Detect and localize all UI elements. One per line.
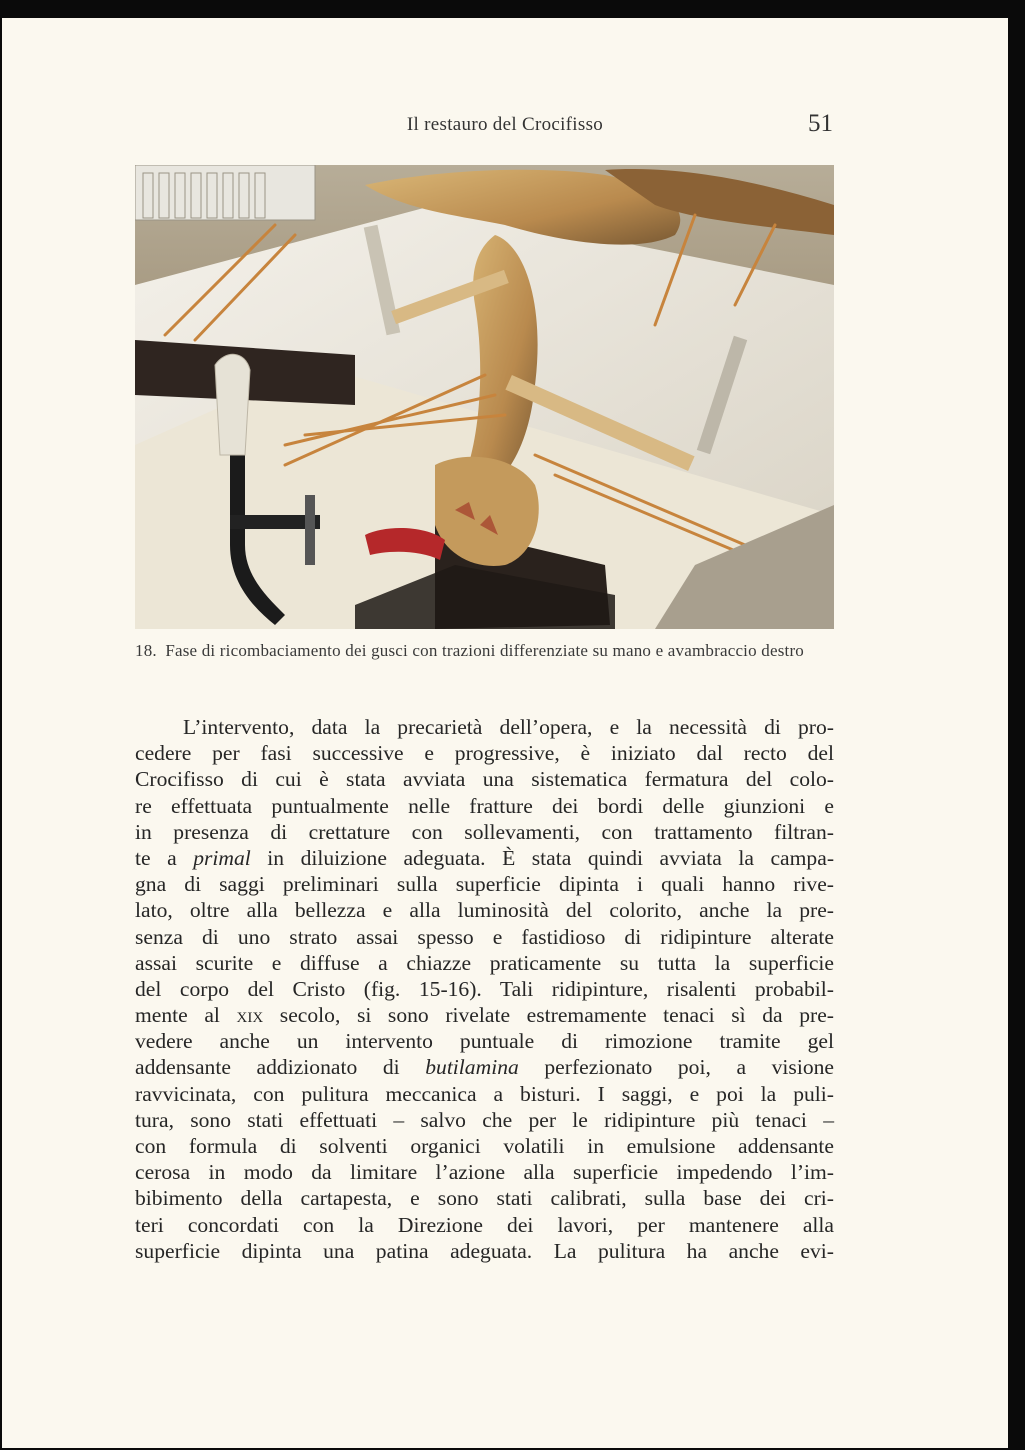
restoration-photo [135, 165, 834, 629]
body-line: cerosa in modo da limitare l’azione alla superficie impedendo l’im- [135, 1160, 834, 1185]
body-line: del corpo del Cristo (fig. 15-16). Tali ridipinture, risalenti probabil- [135, 976, 834, 1001]
body-line: mente al xix secolo, si sono rivelate estremamente tenaci sì da pre- [135, 1003, 834, 1028]
body-line: assai scurite e diffuse a chiazze praticamente su tutta la superficie [135, 950, 834, 975]
body-line: bibimento della cartapesta, e sono stati calibrati, sulla base dei cri- [135, 1186, 834, 1211]
body-line: tura, sono stati effettuati – salvo che per le ridipinture più tenaci – [135, 1107, 834, 1132]
body-line: re effettuata puntualmente nelle fratture dei bordi delle giunzioni e [135, 793, 834, 818]
figure-caption-text: Fase di ricombaciamento dei gusci con trazioni differenziate su mano e avambraccio destro [165, 641, 805, 660]
italic-term: butilamina [425, 1055, 519, 1080]
body-line: te a primal in diluizione adeguata. È stata quindi avviata la campa- [135, 845, 835, 870]
body-text [135, 714, 834, 1264]
figure-number: 18. [135, 641, 157, 660]
body-line: con formula di solventi organici volatili in emulsione addensante [135, 1134, 834, 1158]
book-page [2, 18, 1008, 1448]
body-line: senza di uno strato assai spesso e fastidioso di ridipinture alterate [135, 924, 834, 949]
page-number: 51 [808, 110, 833, 137]
body-line: teri concordati con la Direzione dei lavori, per mantenere alla [135, 1212, 834, 1237]
body-line: Crocifisso di cui è stata avviata una sistematica fermatura del colo- [135, 767, 834, 792]
body-line: superficie dipinta una patina adeguata. La pulitura ha anche evi- [135, 1238, 834, 1263]
body-line: L’intervento, data la precarietà dell’opera, e la necessità di pro- [183, 715, 834, 739]
body-line: ravvicinata, con pulitura meccanica a bisturi. I saggi, e poi la puli- [135, 1081, 834, 1106]
italic-term: primal [193, 845, 251, 870]
figure-caption [135, 640, 835, 661]
body-line: vedere anche un intervento puntuale di rimozione tramite gel [135, 1029, 834, 1054]
body-line: addensante addizionato di butilamina perfezionato poi, a visione [135, 1055, 834, 1080]
running-head: Il restauro del Crocifisso [406, 114, 604, 135]
body-line: gna di saggi preliminari sulla superficie dipinta i quali hanno rive- [135, 872, 834, 897]
body-line: lato, oltre alla bellezza e alla luminosità del colorito, anche la pre- [135, 898, 834, 923]
body-line: cedere per fasi successive e progressive, è iniziato dal recto del [135, 741, 834, 766]
body-line: in presenza di crettature con sollevamenti, con trattamento filtran- [135, 819, 834, 844]
roman-numeral: xix [236, 1003, 264, 1028]
